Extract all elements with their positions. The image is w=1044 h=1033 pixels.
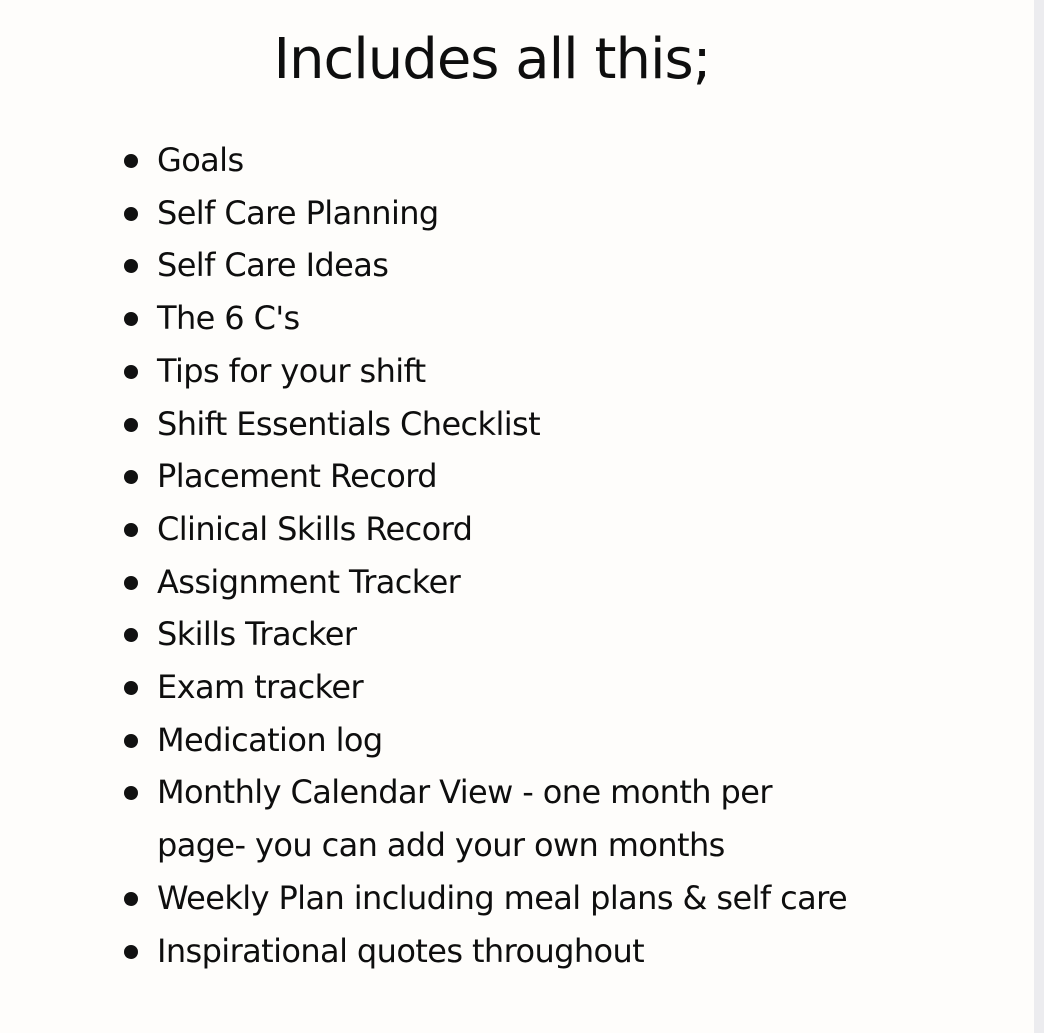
scrollbar-track bbox=[1034, 0, 1044, 1033]
bullet-icon bbox=[124, 681, 138, 695]
list-item-label: Tips for your shift bbox=[157, 351, 426, 390]
list-item-label: Medication log bbox=[157, 720, 383, 759]
list-item-label: Inspirational quotes throughout bbox=[157, 931, 645, 970]
bullet-icon bbox=[124, 523, 138, 537]
bullet-icon bbox=[124, 207, 138, 221]
bullet-icon bbox=[124, 892, 138, 906]
feature-list bbox=[124, 134, 884, 977]
list-item bbox=[124, 608, 884, 661]
bullet-icon bbox=[124, 312, 138, 326]
list-item-label: Monthly Calendar View - one month per page- you can add your own months bbox=[157, 773, 772, 865]
list-item-label: Self Care Ideas bbox=[157, 246, 389, 285]
list-item-label: Placement Record bbox=[157, 457, 437, 496]
bullet-icon bbox=[124, 154, 138, 168]
list-item-label: Self Care Planning bbox=[157, 193, 439, 232]
bullet-icon bbox=[124, 734, 138, 748]
list-item bbox=[124, 187, 884, 240]
list-item bbox=[124, 292, 884, 345]
list-item-label: Shift Essentials Checklist bbox=[157, 404, 541, 443]
page-title: Includes all this; bbox=[273, 27, 711, 92]
list-item-label: Skills Tracker bbox=[157, 615, 357, 654]
list-item-label: Weekly Plan including meal plans & self care bbox=[157, 878, 848, 917]
list-item-label: Goals bbox=[157, 141, 244, 179]
list-item bbox=[124, 134, 884, 187]
list-item bbox=[124, 503, 884, 556]
bullet-icon bbox=[124, 365, 138, 379]
list-item bbox=[124, 925, 884, 978]
list-item bbox=[124, 345, 884, 398]
list-item bbox=[124, 872, 884, 925]
list-item bbox=[124, 766, 884, 871]
list-item bbox=[124, 556, 884, 609]
bullet-icon bbox=[124, 786, 138, 800]
bullet-icon bbox=[124, 576, 138, 590]
list-item-label: The 6 C's bbox=[157, 299, 300, 338]
bullet-icon bbox=[124, 259, 138, 273]
list-item-label: Assignment Tracker bbox=[157, 562, 461, 601]
list-item-label: Clinical Skills Record bbox=[157, 509, 473, 548]
list-item bbox=[124, 714, 884, 767]
list-item bbox=[124, 398, 884, 451]
bullet-icon bbox=[124, 628, 138, 642]
list-item bbox=[124, 450, 884, 503]
bullet-icon bbox=[124, 470, 138, 484]
list-item bbox=[124, 239, 884, 292]
bullet-icon bbox=[124, 945, 138, 959]
list-item-label: Exam tracker bbox=[157, 668, 364, 707]
list-item bbox=[124, 661, 884, 714]
bullet-icon bbox=[124, 418, 138, 432]
